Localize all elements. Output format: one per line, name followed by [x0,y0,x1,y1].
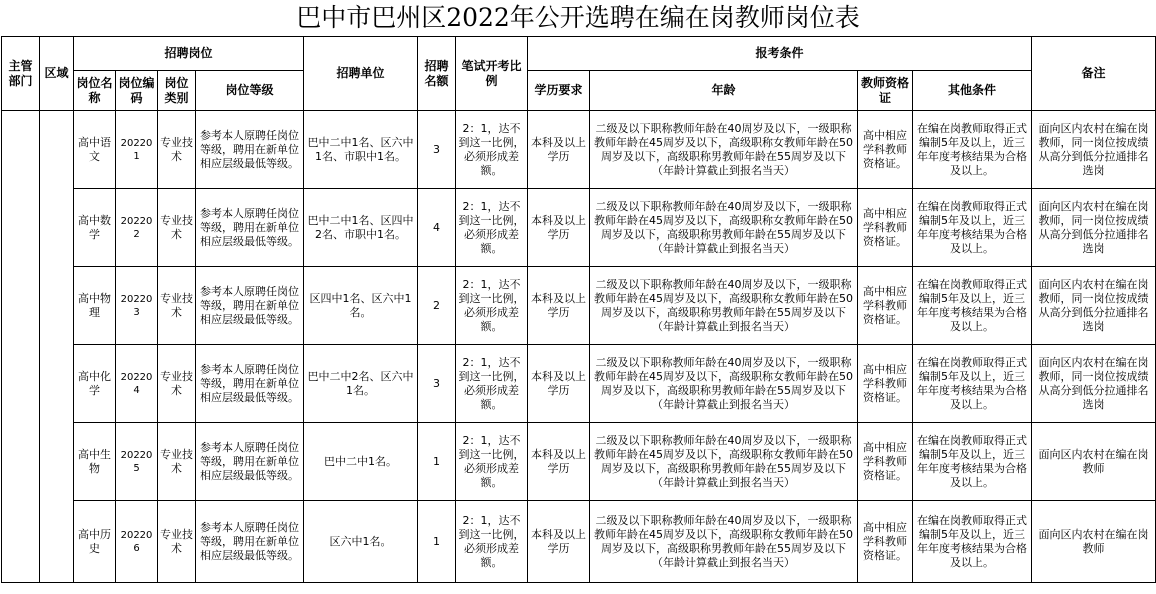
page-title: 巴中市巴州区2022年公开选聘在编在岗教师岗位表 [296,3,860,32]
dept-cell [2,111,40,583]
header-post-name: 岗位名称 [74,71,116,111]
remark-cell: 面向区内农村在编在岗教师，同一岗位按成绩从高分到低分拉通排名选岗 [1032,189,1156,267]
age-cell: 二级及以下职称教师年龄在40周岁及以下，一级职称教师年龄在45周岁及以下，高级职称女教师年龄在50周岁及以下，高级职称男教师年龄在55周岁及以下（年龄计算截止到报名当天） [590,423,858,501]
post-name-cell: 高中历史 [74,501,116,583]
remark-cell: 面向区内农村在编在岗教师，同一岗位按成绩从高分到低分拉通排名选岗 [1032,267,1156,345]
header-age: 年龄 [590,71,858,111]
header-dept: 主管部门 [2,37,40,111]
table-row [2,501,1156,583]
post-level-cell: 参考本人原聘任岗位等级，聘用在新单位相应层级最低等级。 [196,189,304,267]
header-post-code: 岗位编码 [116,71,158,111]
post-code-cell: 202201 [116,111,158,189]
other-cell: 在编在岗教师取得正式编制5年及以上，近三年年度考核结果为合格及以上。 [913,111,1032,189]
ratio-cell: 2：1，达不到这一比例，必须形成差额。 [456,267,528,345]
post-name-cell: 高中物理 [74,267,116,345]
header-other: 其他条件 [913,71,1032,111]
unit-cell: 巴中二中1名、区六中1名、市职中1名。 [304,111,418,189]
recruitment-table [1,36,1156,583]
post-level-cell: 参考本人原聘任岗位等级，聘用在新单位相应层级最低等级。 [196,501,304,583]
post-code-cell: 202203 [116,267,158,345]
unit-cell: 区四中1名、区六中1名。 [304,267,418,345]
post-name-cell: 高中生物 [74,423,116,501]
edu-cell: 本科及以上学历 [528,345,590,423]
age-cell: 二级及以下职称教师年龄在40周岁及以下，一级职称教师年龄在45周岁及以下，高级职称女教师年龄在50周岁及以下，高级职称男教师年龄在55周岁及以下（年龄计算截止到报名当天） [590,267,858,345]
post-type-cell: 专业技术 [158,501,196,583]
edu-cell: 本科及以上学历 [528,189,590,267]
region-cell [40,111,74,583]
post-level-cell: 参考本人原聘任岗位等级，聘用在新单位相应层级最低等级。 [196,267,304,345]
post-code-cell: 202206 [116,501,158,583]
remark-cell: 面向区内农村在编在岗教师，同一岗位按成绩从高分到低分拉通排名选岗 [1032,111,1156,189]
table-row [2,189,1156,267]
post-level-cell: 参考本人原聘任岗位等级，聘用在新单位相应层级最低等级。 [196,111,304,189]
cert-cell: 高中相应学科教师资格证。 [858,423,913,501]
header-post-type: 岗位类别 [158,71,196,111]
edu-cell: 本科及以上学历 [528,501,590,583]
post-type-cell: 专业技术 [158,345,196,423]
other-cell: 在编在岗教师取得正式编制5年及以上，近三年年度考核结果为合格及以上。 [913,345,1032,423]
header-cert: 教师资格证 [858,71,913,111]
ratio-cell: 2：1，达不到这一比例，必须形成差额。 [456,189,528,267]
edu-cell: 本科及以上学历 [528,423,590,501]
ratio-cell: 2：1，达不到这一比例，必须形成差额。 [456,345,528,423]
header-edu: 学历要求 [528,71,590,111]
header-cond-group: 报考条件 [528,37,1032,71]
header-unit: 招聘单位 [304,37,418,111]
quota-cell: 2 [418,267,456,345]
header-region: 区域 [40,37,74,111]
other-cell: 在编在岗教师取得正式编制5年及以上，近三年年度考核结果为合格及以上。 [913,423,1032,501]
table-row [2,423,1156,501]
unit-cell: 巴中二中2名、区六中1名。 [304,345,418,423]
unit-cell: 巴中二中1名、区四中2名、市职中1名。 [304,189,418,267]
post-type-cell: 专业技术 [158,111,196,189]
post-code-cell: 202205 [116,423,158,501]
table-row [2,345,1156,423]
ratio-cell: 2：1，达不到这一比例，必须形成差额。 [456,501,528,583]
header-ratio: 笔试开考比例 [456,37,528,111]
remark-cell: 面向区内农村在编在岗教师 [1032,423,1156,501]
cert-cell: 高中相应学科教师资格证。 [858,189,913,267]
post-name-cell: 高中化学 [74,345,116,423]
quota-cell: 1 [418,423,456,501]
header-quota: 招聘名额 [418,37,456,111]
other-cell: 在编在岗教师取得正式编制5年及以上，近三年年度考核结果为合格及以上。 [913,267,1032,345]
quota-cell: 3 [418,111,456,189]
unit-cell: 巴中二中1名。 [304,423,418,501]
age-cell: 二级及以下职称教师年龄在40周岁及以下，一级职称教师年龄在45周岁及以下，高级职称女教师年龄在50周岁及以下，高级职称男教师年龄在55周岁及以下（年龄计算截止到报名当天） [590,189,858,267]
other-cell: 在编在岗教师取得正式编制5年及以上，近三年年度考核结果为合格及以上。 [913,501,1032,583]
edu-cell: 本科及以上学历 [528,267,590,345]
header-post-level: 岗位等级 [196,71,304,111]
post-level-cell: 参考本人原聘任岗位等级，聘用在新单位相应层级最低等级。 [196,423,304,501]
quota-cell: 3 [418,345,456,423]
post-code-cell: 202204 [116,345,158,423]
age-cell: 二级及以下职称教师年龄在40周岁及以下，一级职称教师年龄在45周岁及以下，高级职称女教师年龄在50周岁及以下，高级职称男教师年龄在55周岁及以下（年龄计算截止到报名当天） [590,501,858,583]
other-cell: 在编在岗教师取得正式编制5年及以上，近三年年度考核结果为合格及以上。 [913,189,1032,267]
age-cell: 二级及以下职称教师年龄在40周岁及以下，一级职称教师年龄在45周岁及以下，高级职称女教师年龄在50周岁及以下，高级职称男教师年龄在55周岁及以下（年龄计算截止到报名当天） [590,111,858,189]
post-level-cell: 参考本人原聘任岗位等级，聘用在新单位相应层级最低等级。 [196,345,304,423]
cert-cell: 高中相应学科教师资格证。 [858,501,913,583]
table-row [2,111,1156,189]
remark-cell: 面向区内农村在编在岗教师，同一岗位按成绩从高分到低分拉通排名选岗 [1032,345,1156,423]
remark-cell: 面向区内农村在编在岗教师 [1032,501,1156,583]
ratio-cell: 2：1，达不到这一比例，必须形成差额。 [456,423,528,501]
ratio-cell: 2：1，达不到这一比例，必须形成差额。 [456,111,528,189]
header-row-1 [2,37,1156,71]
post-type-cell: 专业技术 [158,423,196,501]
quota-cell: 1 [418,501,456,583]
age-cell: 二级及以下职称教师年龄在40周岁及以下，一级职称教师年龄在45周岁及以下，高级职称女教师年龄在50周岁及以下，高级职称男教师年龄在55周岁及以下（年龄计算截止到报名当天） [590,345,858,423]
edu-cell: 本科及以上学历 [528,111,590,189]
header-remark: 备注 [1032,37,1156,111]
post-code-cell: 202202 [116,189,158,267]
unit-cell: 区六中1名。 [304,501,418,583]
post-name-cell: 高中数学 [74,189,116,267]
cert-cell: 高中相应学科教师资格证。 [858,267,913,345]
header-row-2 [2,71,1156,111]
post-type-cell: 专业技术 [158,267,196,345]
cert-cell: 高中相应学科教师资格证。 [858,111,913,189]
table-row [2,267,1156,345]
post-type-cell: 专业技术 [158,189,196,267]
header-post-group: 招聘岗位 [74,37,304,71]
post-name-cell: 高中语文 [74,111,116,189]
cert-cell: 高中相应学科教师资格证。 [858,345,913,423]
quota-cell: 4 [418,189,456,267]
